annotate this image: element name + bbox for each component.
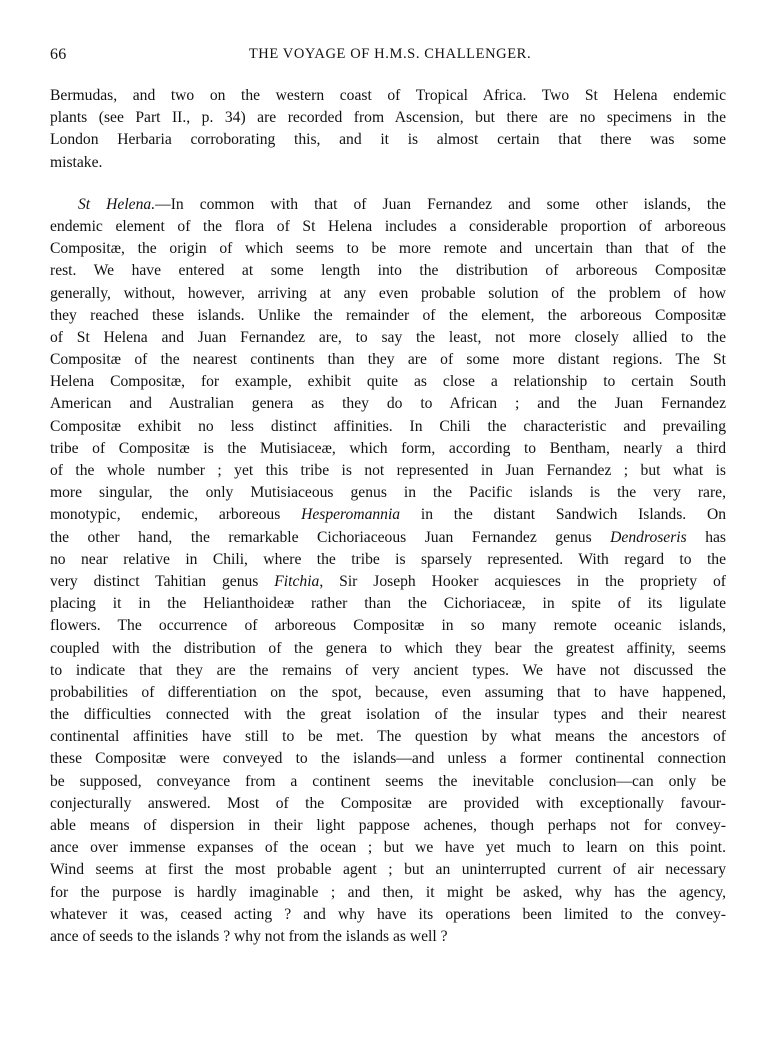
text-run: has: [686, 528, 726, 546]
text-line: tribe of Compositæ is the Mutisiaceæ, which form, according to Bentham, nearly a third: [50, 439, 726, 457]
text-line: they reached these islands. Unlike the remainder of the element, the arboreous Compositæ: [50, 306, 726, 324]
genus-name: Fitchia: [274, 572, 320, 590]
text-line: [50, 571, 726, 593]
text-line: Bermudas, and two on the western coast of Tropical Africa. Two St Helena endemic: [50, 87, 726, 104]
body-text: [50, 85, 726, 948]
text-run: in the distant Sandwich Islands. On: [400, 506, 726, 524]
text-line: whatever it was, ceased acting ? and why have its operations been limited to the convey-: [50, 905, 726, 923]
text-line: able means of dispersion in their light pappose achenes, though perhaps not for convey-: [50, 817, 726, 834]
text-run: —In common with that of Juan Fernandez and some other islands, the: [155, 195, 726, 213]
text-line: to indicate that they are the remains of very ancient types. We have not discussed the: [50, 661, 726, 679]
text-line: the difficulties connected with the great isolation of the insular types and their nearest: [50, 706, 726, 724]
text-line: of the whole number ; yet this tribe is not represented in Juan Fernandez ; but what is: [50, 462, 726, 479]
text-line: plants (see Part II., p. 34) are recorded from Ascension, but there are no specimens in the: [50, 109, 726, 127]
text-line: London Herbaria corroborating this, and it is almost certain that there was some: [50, 131, 726, 149]
section-heading: St Helena.: [78, 195, 156, 213]
text-line: flowers. The occurrence of arboreous Compositæ in so many remote oceanic islands,: [50, 617, 726, 635]
text-line: [50, 504, 726, 526]
text-line: of St Helena and Juan Fernandez are, to say the least, not more closely allied to the: [50, 328, 726, 346]
text-line: coupled with the distribution of the genera to which they bear the greatest affinity, seems: [50, 639, 726, 657]
paragraph-2: [50, 194, 726, 948]
text-line: rest. We have entered at some length into the distribution of arboreous Compositæ: [50, 262, 726, 280]
paragraph-1: [50, 85, 726, 174]
text-line: more singular, the only Mutisiaceous genus in the Pacific islands is the very rare,: [50, 484, 726, 502]
text-run: monotypic, endemic, arboreous: [50, 506, 302, 524]
page-header: [50, 46, 730, 68]
text-line: be supposed, conveyance from a continent seems the inevitable conclusion—can only be: [50, 772, 726, 790]
text-line: ance of seeds to the islands ? why not from the islands as well ?: [50, 927, 448, 945]
text-line: American and Australian genera as they do to African ; and the Juan Fernandez: [50, 395, 726, 413]
text-run: very distinct Tahitian genus: [50, 572, 275, 590]
text-line: no near relative in Chili, where the tribe is sparsely represented. With regard to the: [50, 550, 726, 568]
genus-name: Dendroseris: [610, 528, 687, 546]
paragraph-spacer: [50, 174, 726, 194]
text-line: continental affinities have still to be met. The question by what means the ancestors of: [50, 728, 726, 746]
text-line: Compositæ, the origin of which seems to be more remote and uncertain than that of the: [50, 240, 726, 258]
text-line: ance over immense expanses of the ocean ; but we have yet much to learn on this point.: [50, 839, 726, 857]
text-line: mistake.: [50, 153, 103, 171]
text-line: Compositæ exhibit no less distinct affinities. In Chili the characteristic and prevailing: [50, 417, 726, 435]
text-line: [50, 527, 726, 549]
running-title: THE VOYAGE OF H.M.S. CHALLENGER.: [248, 46, 532, 62]
text-line: conjecturally answered. Most of the Compositæ are provided with exceptionally favour-: [50, 794, 726, 812]
text-line: endemic element of the flora of St Helena includes a considerable proportion of arboreous: [50, 217, 726, 235]
text-line: generally, without, however, arriving at any even probable solution of the problem of how: [50, 284, 726, 302]
text-line: Helena Compositæ, for example, exhibit quite as close a relationship to certain South: [50, 373, 726, 391]
text-line: [50, 194, 726, 216]
text-line: for the purpose is hardly imaginable ; and then, it might be asked, why has the agency,: [50, 883, 726, 901]
text-line: Compositæ of the nearest continents than they are of some more distant regions. The St: [50, 351, 726, 369]
text-line: probabilities of differentiation on the spot, because, even assuming that to have happened,: [50, 683, 726, 701]
page-number: 66: [50, 46, 67, 63]
text-line: placing it in the Helianthoideæ rather than the Cichoriaceæ, in spite of its ligulate: [50, 595, 726, 613]
genus-name: Hesperomannia: [301, 506, 401, 524]
text-run: the other hand, the remarkable Cichoriaceous Juan Fernandez genus: [50, 528, 611, 546]
text-line: Wind seems at first the most probable agent ; but an uninterrupted current of air necessary: [50, 861, 726, 879]
text-line: these Compositæ were conveyed to the islands—and unless a former continental connection: [50, 750, 726, 768]
text-run: , Sir Joseph Hooker acquiesces in the propriety of: [319, 572, 727, 590]
